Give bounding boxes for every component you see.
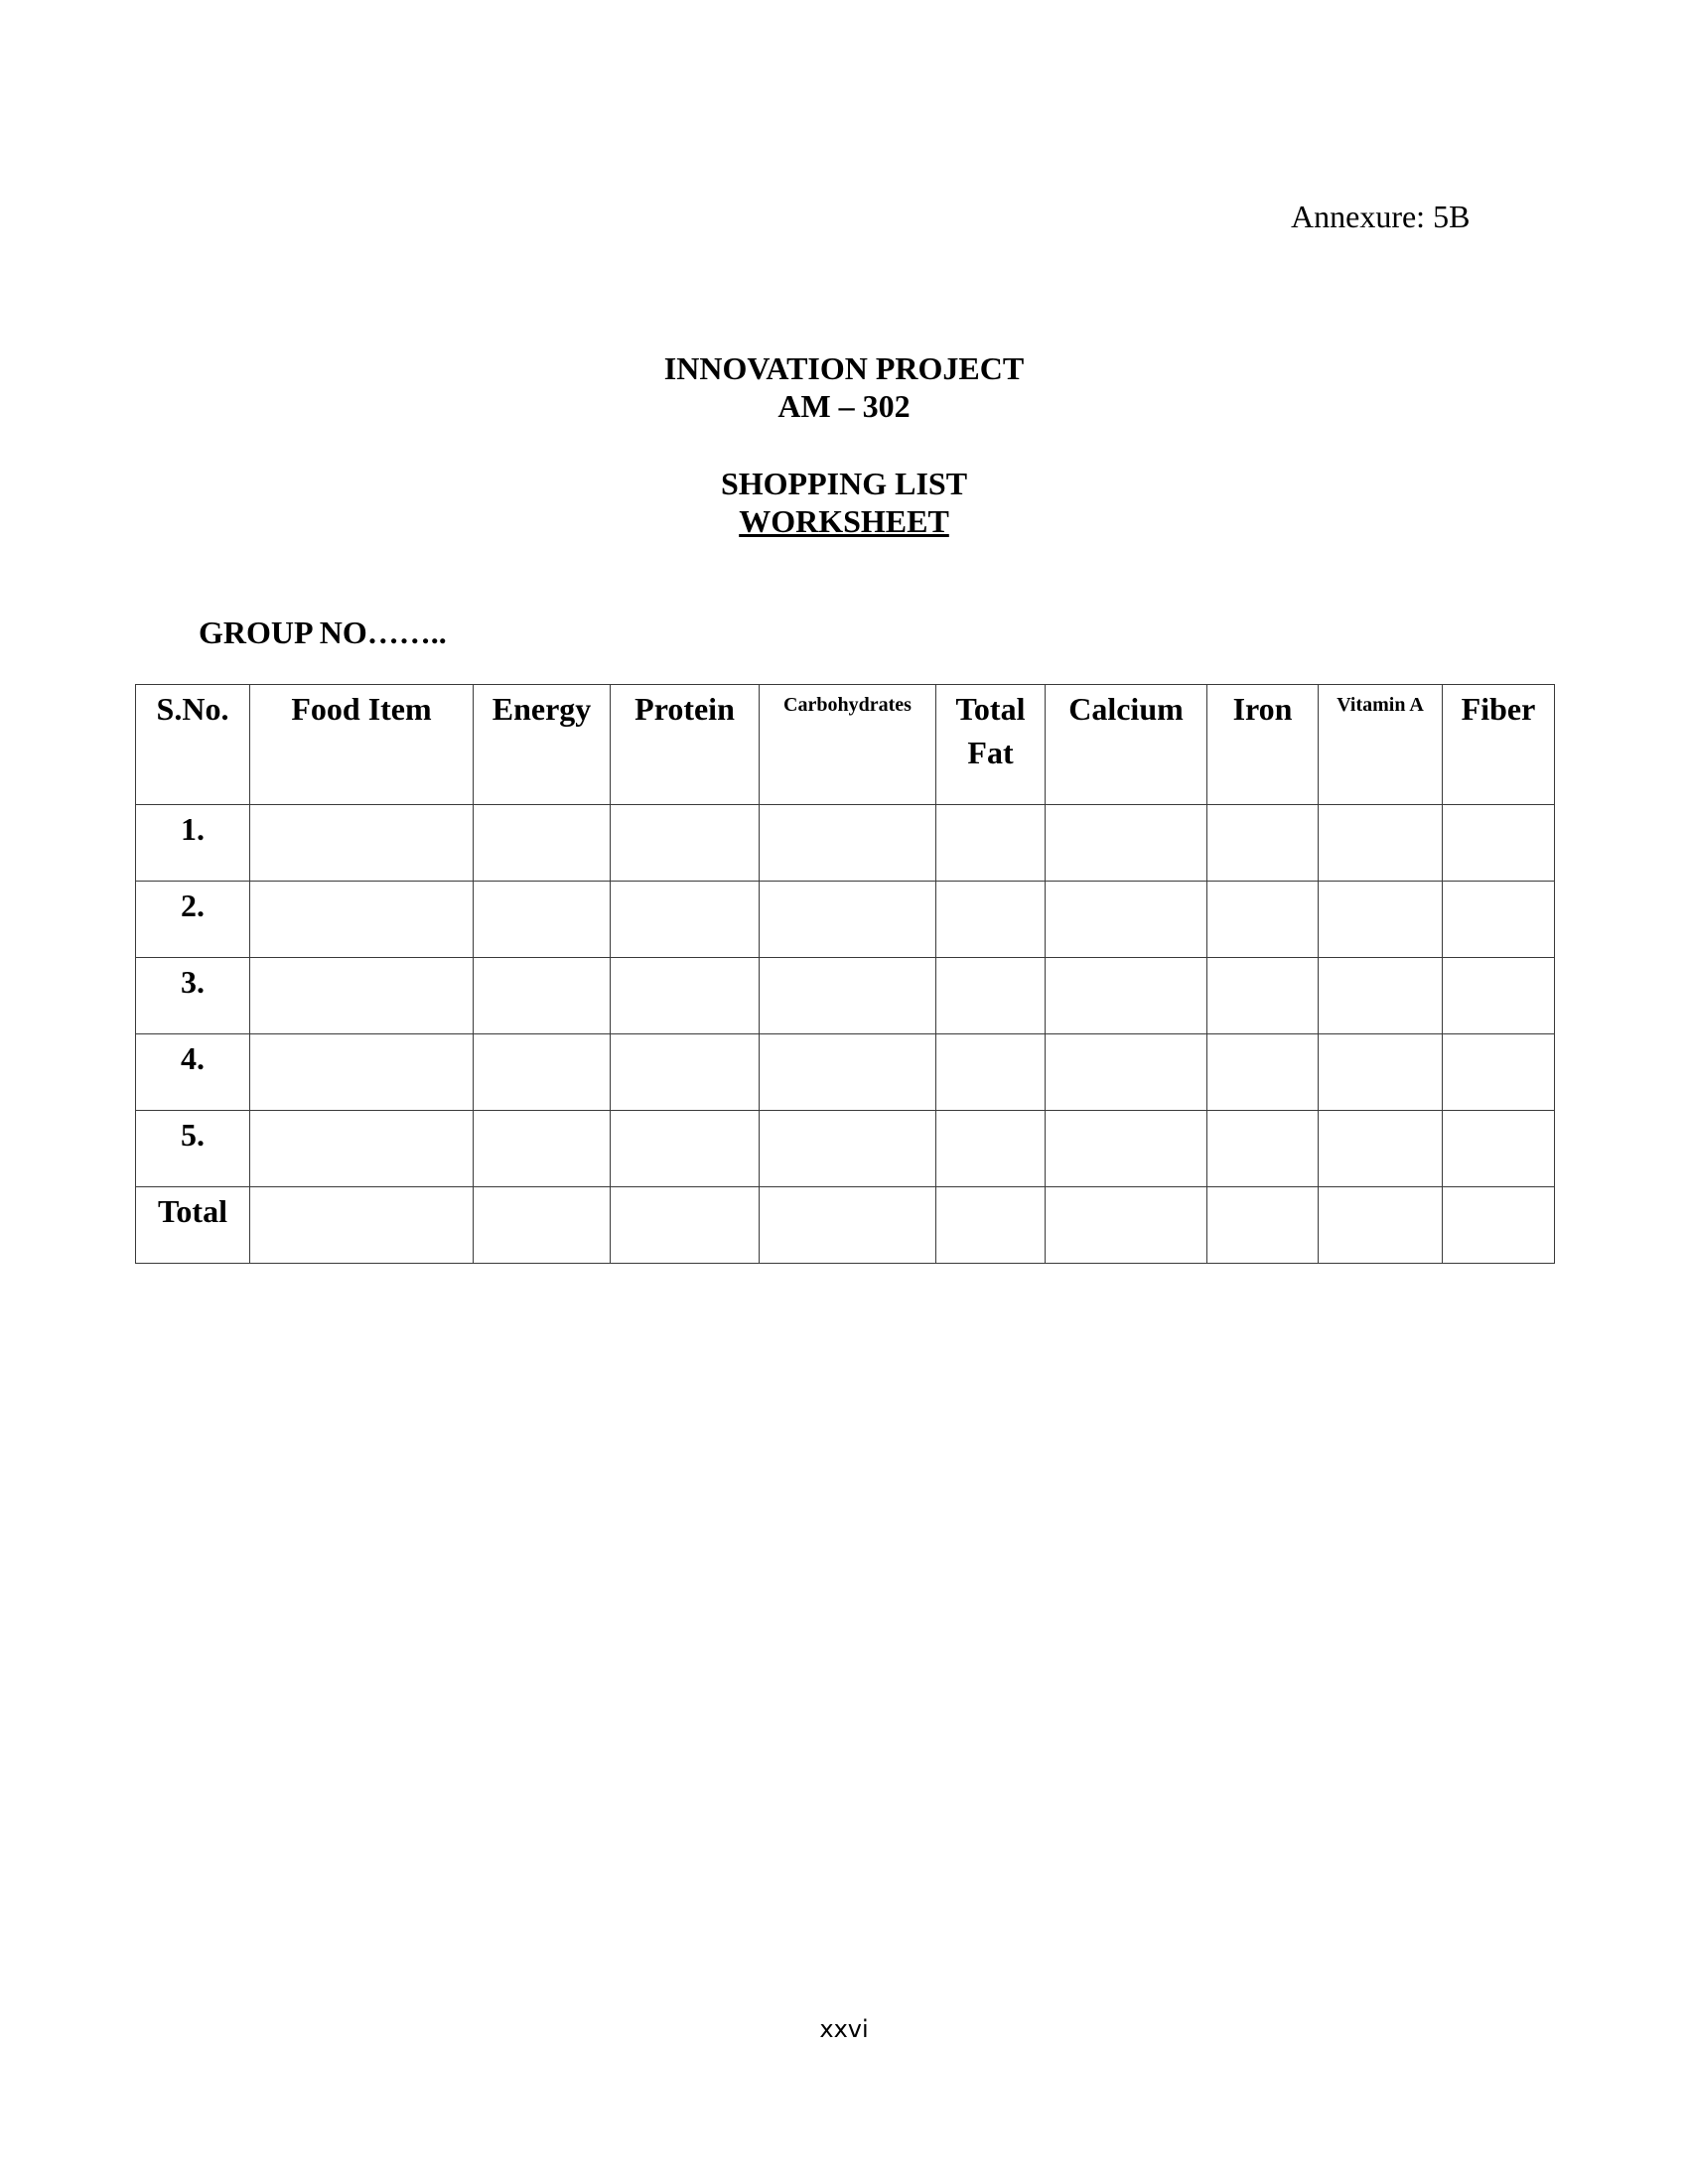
fiber-cell[interactable] xyxy=(1443,1187,1555,1264)
food-item-cell[interactable] xyxy=(250,882,474,958)
fiber-cell[interactable] xyxy=(1443,958,1555,1034)
fiber-cell[interactable] xyxy=(1443,1034,1555,1111)
calcium-cell[interactable] xyxy=(1046,958,1207,1034)
vitamin-a-cell[interactable] xyxy=(1319,805,1443,882)
table-row xyxy=(136,958,1555,1034)
row-number: 5. xyxy=(136,1111,250,1187)
energy-cell[interactable] xyxy=(474,958,611,1034)
row-number: 1. xyxy=(136,805,250,882)
total-label: Total xyxy=(136,1187,250,1264)
vitamin-a-cell[interactable] xyxy=(1319,882,1443,958)
carbohydrates-cell[interactable] xyxy=(760,958,936,1034)
food-item-cell[interactable] xyxy=(250,1111,474,1187)
calcium-cell[interactable] xyxy=(1046,882,1207,958)
page-number: xxvi xyxy=(819,2015,869,2043)
header-vitamin-a: Vitamin A xyxy=(1319,685,1443,805)
header-food-item: Food Item xyxy=(250,685,474,805)
row-number: 3. xyxy=(136,958,250,1034)
carbohydrates-cell[interactable] xyxy=(760,1034,936,1111)
carbohydrates-cell[interactable] xyxy=(760,882,936,958)
header-carbohydrates: Carbohydrates xyxy=(760,685,936,805)
project-title-line: INNOVATION PROJECT xyxy=(663,350,1025,386)
fiber-cell[interactable] xyxy=(1443,1111,1555,1187)
calcium-cell[interactable] xyxy=(1046,1034,1207,1111)
energy-cell[interactable] xyxy=(474,1111,611,1187)
total-fat-cell[interactable] xyxy=(936,1187,1046,1264)
total-fat-cell[interactable] xyxy=(936,958,1046,1034)
vitamin-a-cell[interactable] xyxy=(1319,958,1443,1034)
carbohydrates-cell[interactable] xyxy=(760,1111,936,1187)
group-number-label: GROUP NO…….. xyxy=(199,614,447,650)
energy-cell[interactable] xyxy=(474,1034,611,1111)
food-item-cell[interactable] xyxy=(250,1187,474,1264)
total-fat-cell[interactable] xyxy=(936,1034,1046,1111)
total-fat-cell[interactable] xyxy=(936,1111,1046,1187)
fiber-cell[interactable] xyxy=(1443,805,1555,882)
energy-cell[interactable] xyxy=(474,1187,611,1264)
worksheet-title-line: SHOPPING LIST xyxy=(720,466,968,501)
table-header-row xyxy=(136,685,1555,805)
table-row xyxy=(136,805,1555,882)
total-fat-cell[interactable] xyxy=(936,882,1046,958)
food-item-cell[interactable] xyxy=(250,805,474,882)
worksheet-title xyxy=(0,465,1688,540)
iron-cell[interactable] xyxy=(1207,958,1319,1034)
header-sno: S.No. xyxy=(136,685,250,805)
energy-cell[interactable] xyxy=(474,805,611,882)
total-fat-cell[interactable] xyxy=(936,805,1046,882)
row-number: 2. xyxy=(136,882,250,958)
iron-cell[interactable] xyxy=(1207,1034,1319,1111)
course-code: AM – 302 xyxy=(777,388,911,424)
total-row xyxy=(136,1187,1555,1264)
vitamin-a-cell[interactable] xyxy=(1319,1034,1443,1111)
header-protein: Protein xyxy=(611,685,760,805)
protein-cell[interactable] xyxy=(611,1111,760,1187)
fiber-cell[interactable] xyxy=(1443,882,1555,958)
iron-cell[interactable] xyxy=(1207,1111,1319,1187)
protein-cell[interactable] xyxy=(611,805,760,882)
table-row xyxy=(136,1111,1555,1187)
annexure-label: Annexure: 5B xyxy=(1291,199,1471,234)
iron-cell[interactable] xyxy=(1207,882,1319,958)
table-row xyxy=(136,882,1555,958)
row-number: 4. xyxy=(136,1034,250,1111)
vitamin-a-cell[interactable] xyxy=(1319,1111,1443,1187)
calcium-cell[interactable] xyxy=(1046,1111,1207,1187)
energy-cell[interactable] xyxy=(474,882,611,958)
carbohydrates-cell[interactable] xyxy=(760,1187,936,1264)
shopping-list-table xyxy=(135,684,1555,1264)
header-iron: Iron xyxy=(1207,685,1319,805)
worksheet-subtitle: WORKSHEET xyxy=(739,503,949,539)
iron-cell[interactable] xyxy=(1207,805,1319,882)
calcium-cell[interactable] xyxy=(1046,805,1207,882)
protein-cell[interactable] xyxy=(611,1187,760,1264)
protein-cell[interactable] xyxy=(611,1034,760,1111)
iron-cell[interactable] xyxy=(1207,1187,1319,1264)
protein-cell[interactable] xyxy=(611,958,760,1034)
calcium-cell[interactable] xyxy=(1046,1187,1207,1264)
food-item-cell[interactable] xyxy=(250,1034,474,1111)
vitamin-a-cell[interactable] xyxy=(1319,1187,1443,1264)
food-item-cell[interactable] xyxy=(250,958,474,1034)
protein-cell[interactable] xyxy=(611,882,760,958)
header-fiber: Fiber xyxy=(1443,685,1555,805)
carbohydrates-cell[interactable] xyxy=(760,805,936,882)
header-calcium: Calcium xyxy=(1046,685,1207,805)
table-row xyxy=(136,1034,1555,1111)
project-title xyxy=(0,349,1688,425)
header-total-fat: Total Fat xyxy=(936,685,1046,805)
header-energy: Energy xyxy=(474,685,611,805)
